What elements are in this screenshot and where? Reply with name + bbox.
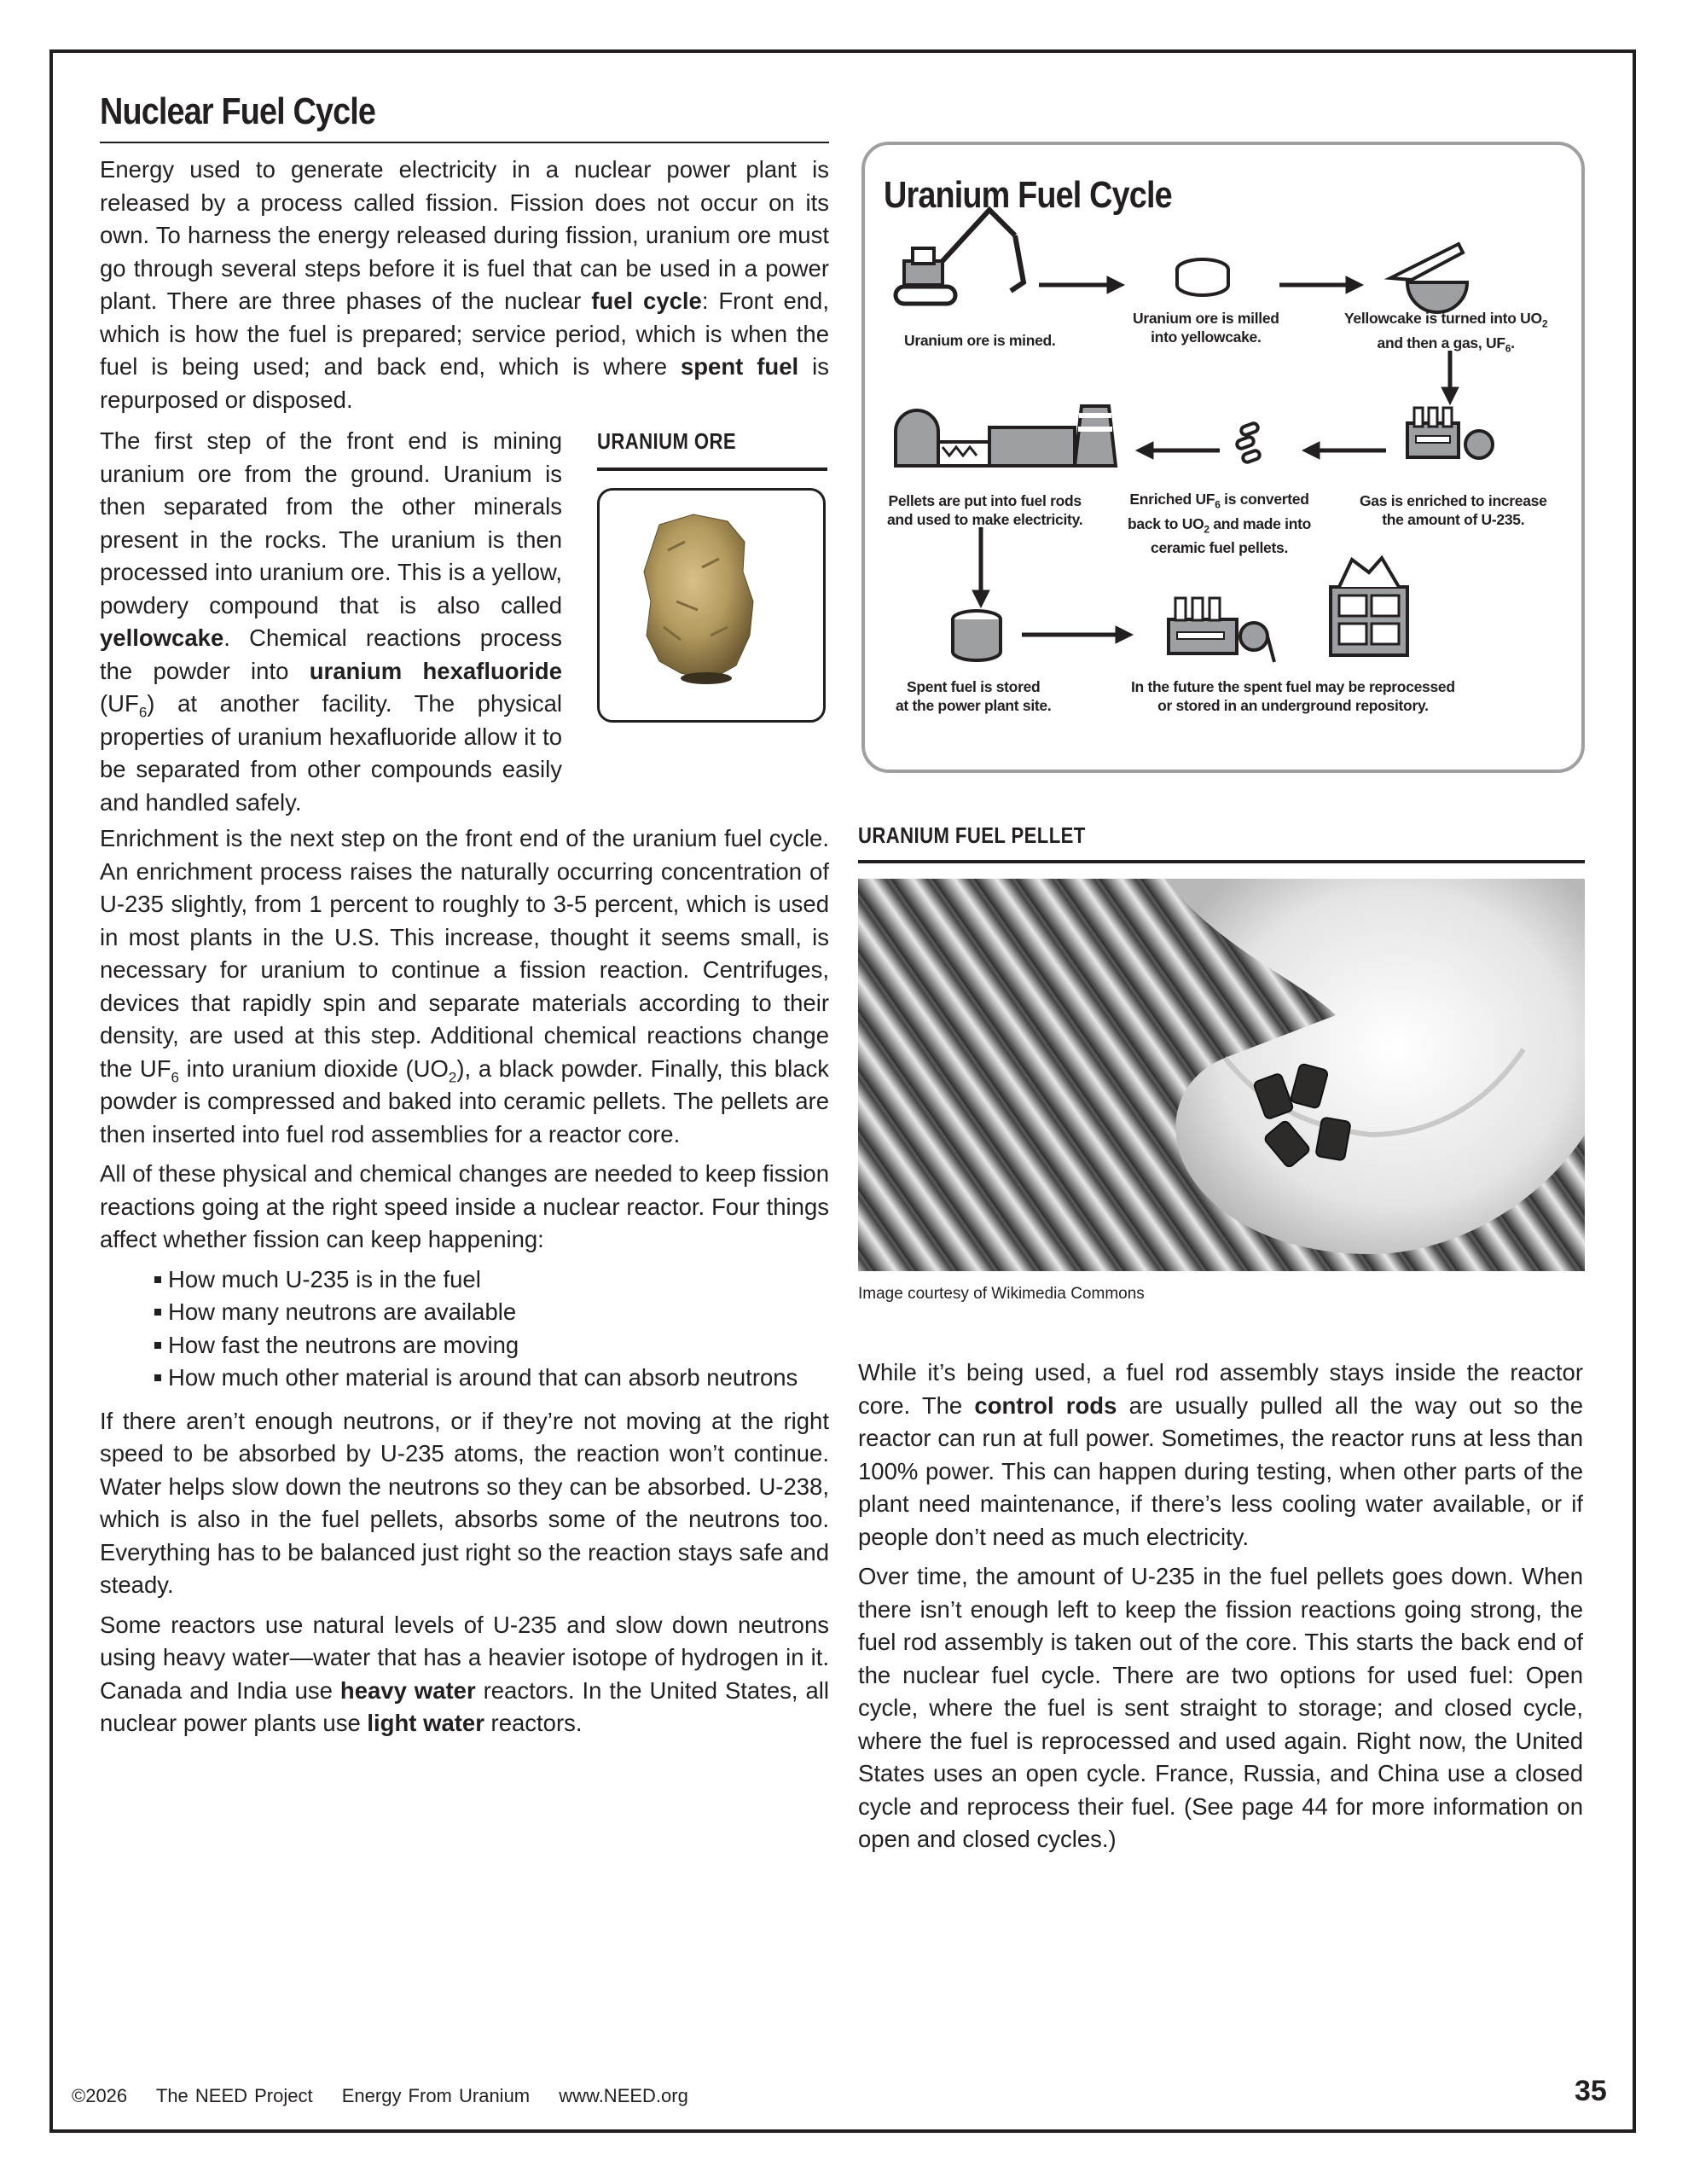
text-segment: uranium hexafluoride [309,657,562,684]
step-enrich-label: Gas is enriched to increase the amount of U-235. [1360,492,1547,528]
pellets-icon [1236,422,1261,463]
text-segment: yellowcake [100,624,224,651]
neutrons-paragraph [100,1405,829,1602]
text-segment: reactors. In the United States, all nuclear power plants use [100,1676,829,1736]
step-gas-label: Yellowcake is turned into $UO_2$ and then a gas, $UF_6$. [1344,310,1548,354]
list-item: How much other material is around that can absorb neutrons [154,1362,829,1395]
text-segment: is repurposed or disposed. [100,353,829,413]
photo-credit: Image courtesy of Wikimedia Commons [858,1285,1145,1303]
ore-caption-rule [597,468,827,471]
list-item: How fast the neutrons are moving [154,1329,829,1362]
enrichment-paragraph [100,822,829,1151]
footer [72,2085,711,2107]
storage-cask-icon [953,611,1001,660]
enrichment-plant-icon [1407,408,1493,458]
text-segment: into uranium dioxide (UO [179,1054,449,1082]
step-milled-label: Uranium ore is milled into yellowcake. [1133,310,1279,346]
flask-icon [1390,244,1467,312]
text-segment: Over time, the amount of U-235 in the fuel pellets goes down. When there isn’t enough left to keep the fission reactions going strong, the fuel rod assembly is taken out of the core. This starts the back end of the nuclear fuel cycle. There are two options for used fuel: Open cycle, where the fuel is sent straight to storage; and closed cycle, where the fuel is reprocessed and used again. Right now, the United States uses an open cycle. France, Russia, and China use a closed cycle and reprocess their fuel. (See page 44 for more information on open and closed cycles.) [858,1563,1583,1852]
excavator-icon [896,210,1024,304]
step-pellets-label: Enriched $UF_6$ is converted back to $UO_2$ and made into ceramic fuel pellets. [1128,491,1312,556]
step-future-label: In the future the spent fuel may be reprocessed or stored in an underground repository. [1131,678,1455,714]
body-right-column [858,1356,1583,1863]
text-segment: ) at another facility. The physical properties of uranium hexafluoride allow it to be separated from other compounds easily and handled safely. [100,690,562,816]
mining-column [100,425,562,826]
text-segment: fuel cycle [591,288,702,314]
text-segment: The first step of the front end is mining uranium ore from the ground. Uranium is then separated from the other minerals present in the rocks. The uranium is then processed into uranium ore. This is a yellow, powdery compound that is also called [100,427,562,619]
fission-factors-list [100,1263,829,1395]
body-left-column [100,822,829,1747]
text-segment: light water [367,1710,484,1736]
text-segment: spent fuel [680,353,799,380]
text-segment: 6 [138,704,148,721]
uranium-ore-photo [597,488,826,723]
text-segment: (UF [100,690,139,717]
text-segment: 6 [171,1069,180,1085]
repository-crate-icon [1331,558,1407,655]
text-segment: . Chemical reactions process the powder into [100,624,562,684]
fuel-pellet-photo [858,879,1585,1271]
text-segment: All of these physical and chemical changes are needed to keep fission reactions going at the right speed inside a nuclear reactor. Four things affect whether fission can keep happening: [100,1160,829,1252]
text-segment: If there aren’t enough neutrons, or if they’re not moving at the right speed to be absorbed by U-235 atoms, the reaction won’t continue. Water helps slow down the neutrons so they can be absorbed. U-238, which is also in the fuel pellets, absorbs some of the neutrons too. Everything has to be balanced just right so the reaction stays safe and steady. [100,1407,829,1598]
text-segment: : Front end, which is how the fuel is prepared; service period, which is when the fuel is being used; and back end, which is where [100,288,829,380]
text-segment: Some reactors use natural levels of U-235 and slow down neutrons using heavy water—water that has a heavier isotope of hydrogen in it. Canada and India use [100,1611,829,1704]
power-plant-icon [896,406,1116,466]
text-segment: 2 [448,1069,457,1085]
footer-copyright: ©2026 [72,2085,128,2106]
ore-caption: URANIUM ORE [597,428,737,454]
intro-paragraph [100,154,829,416]
page-title: Nuclear Fuel Cycle [100,90,376,132]
text-segment: Enrichment is the next step on the front end of the uranium fuel cycle. An enrichment process raises the naturally occurring concentration of U-235 slightly, from 1 percent to roughly to 3-5 percent, which is used in most plants in the U.S. This increase, thought it seems small, is necessary for uranium to continue a fission reaction. Centrifuges, devices that rapidly spin and separate materials according to their density, are used at this step. Additional chemical reactions change the UF [100,825,829,1082]
yellowcake-disk-icon [1177,259,1228,295]
changes-paragraph [100,1158,829,1257]
heavy-water-paragraph [100,1609,829,1740]
ore-rock-icon [600,491,823,720]
diagram-title: Uranium Fuel Cycle [884,174,1172,216]
title-rule [100,142,829,143]
text-segment: control rods [974,1391,1117,1419]
text-segment: Energy used to generate electricity in a nuclear power plant is released by a process called fission. Fission does not occur on its own. To harness the energy released during fission, uranium ore must go through several steps before it is fuel that can be used in a power plant. There are three phases of the nuclear [100,156,829,314]
text-segment: are usually pulled all the way out so the reactor can run at full power. Sometimes, the reactor runs at less than 100% power. This can happen during testing, when other parts of the plant need maintenance, if there’s less cooling water available, or if people don’t need as much electricity. [858,1391,1584,1550]
footer-url: www.NEED.org [559,2085,688,2106]
text-segment: reactors. [484,1710,583,1736]
backend-paragraph [858,1560,1583,1856]
step-stored-label: Spent fuel is stored at the power plant site. [896,678,1052,714]
gloved-hand-pellets-image [858,879,1585,1271]
list-item: How many neutrons are available [154,1296,829,1329]
step-rods-label: Pellets are put into fuel rods and used to make electricity. [887,492,1083,528]
intro-column [100,154,829,423]
text-segment: While it’s being used, a fuel rod assembly stays inside the reactor core. The [858,1359,1583,1419]
pellet-caption-rule [858,860,1585,863]
mining-paragraph [100,425,562,819]
reprocessing-plant-icon [1169,598,1274,662]
page-number: 35 [1575,2075,1607,2107]
service-paragraph [858,1356,1583,1554]
pellet-caption: URANIUM FUEL PELLET [858,822,1086,848]
footer-guide: Energy From Uranium [341,2085,531,2106]
text-segment: ), a black powder. Finally, this black powder is compressed and baked into ceramic pellets. The pellets are then inserted into fuel rod assemblies for a reactor core. [100,1054,829,1147]
text-segment: heavy water [339,1676,476,1704]
step-mined-label: Uranium ore is mined. [904,332,1056,349]
footer-org: The NEED Project [155,2085,313,2106]
list-item: How much U-235 is in the fuel [154,1263,829,1297]
